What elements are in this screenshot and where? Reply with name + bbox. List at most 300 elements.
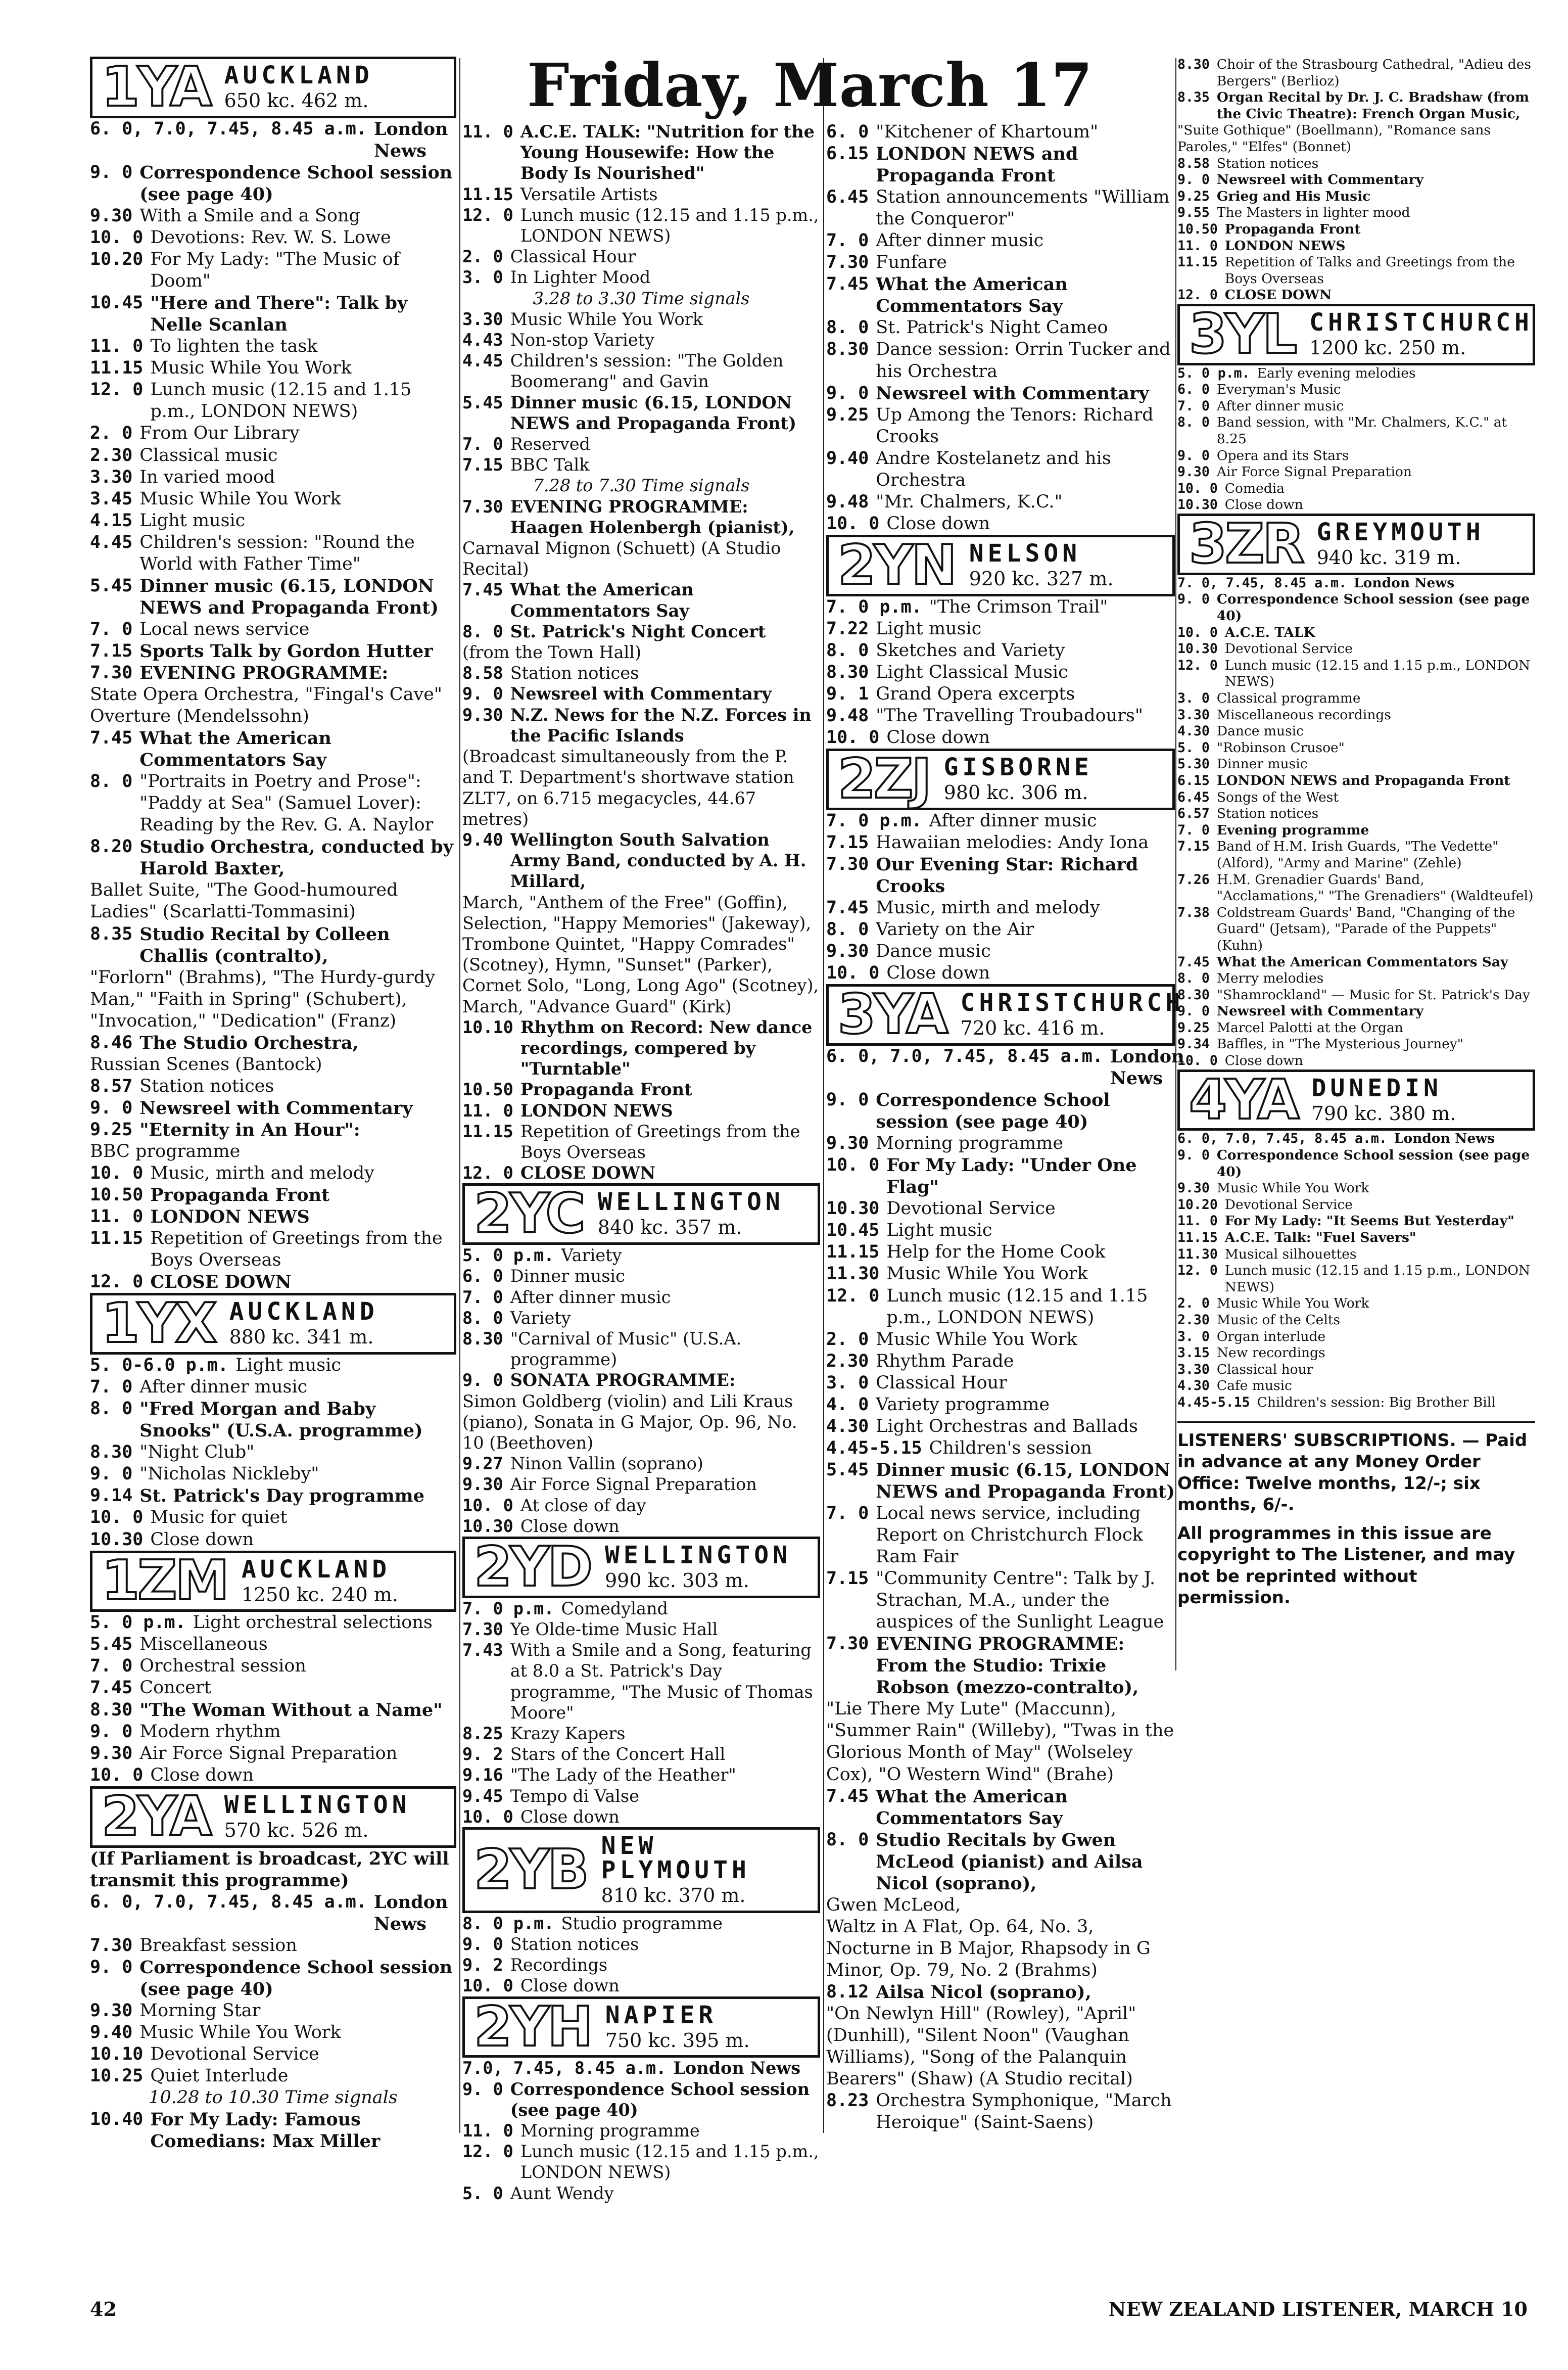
programme-time: 9.30 <box>90 205 133 226</box>
programme-title: St. Patrick's Night Cameo <box>876 317 1108 338</box>
programme-title: Band session, with "Mr. Chalmers, K.C." at 8.25 <box>1216 414 1507 447</box>
programme-time: 8. 0 <box>90 1399 133 1419</box>
programme-entry <box>1177 970 1535 987</box>
station-city: DUNEDIN <box>1311 1074 1442 1102</box>
programme-entry <box>826 810 1175 832</box>
listings-column-3 <box>826 121 1184 2239</box>
programme-time: 9.30 <box>90 1743 133 1763</box>
programme-entry <box>1177 625 1535 641</box>
programme-title: In Lighter Mood <box>510 267 651 288</box>
programme-time: 8. 0 <box>462 1308 503 1328</box>
programme-entry <box>826 1416 1175 1437</box>
programme-entry <box>90 1721 456 1743</box>
programme-title: Comedia <box>1224 480 1285 496</box>
programme-title: Lunch music (12.15 and 1.15 p.m., LONDON NEWS) <box>520 205 819 246</box>
programme-time: 9.25 <box>1177 1019 1210 1036</box>
station-logo: 3YL <box>1189 302 1296 366</box>
programme-entry <box>1177 1036 1535 1053</box>
programme-time: 8.30 <box>826 662 869 682</box>
programme-time: 10. 0 <box>90 1764 144 1785</box>
programme-entry <box>90 1677 456 1699</box>
programme-entry <box>1177 756 1535 773</box>
programme-entry <box>1177 1246 1535 1263</box>
programme-time: 6. 0, 7.0, 7.45, 8.45 a.m. <box>826 1046 1103 1066</box>
station-header <box>90 1786 456 1848</box>
programme-time: 9. 0 <box>90 1957 133 1977</box>
programme-time: 11.15 <box>1177 1230 1218 1246</box>
programme-title: "The Woman Without a Name" <box>139 1699 443 1721</box>
programme-title: Morning programme <box>520 2121 700 2141</box>
column-rule <box>459 58 460 2133</box>
programme-time: 9. 0 <box>1177 1003 1210 1019</box>
programme-title: London News <box>373 1891 448 1934</box>
programme-time: 9. 2 <box>462 1744 503 1764</box>
programme-entry <box>462 1975 820 1996</box>
copyright-text: All programmes in this issue are copyright to The Listener, and may not be reprinted without permission. <box>1177 1523 1515 1608</box>
time-signals-note: 3.28 to 3.30 Time signals <box>533 288 750 308</box>
programme-time: 7. 0 <box>90 1377 133 1398</box>
column-rule <box>823 58 824 2133</box>
programme-entry <box>826 252 1175 273</box>
station-city: NELSON <box>969 539 1081 568</box>
programme-time: 9.16 <box>462 1765 503 1785</box>
programme-time: 5. 0 p.m. <box>90 1612 186 1633</box>
programme-time: 10.50 <box>1177 221 1218 237</box>
programme-entry <box>462 829 820 892</box>
programme-entry <box>1177 575 1535 592</box>
programme-entry <box>826 1154 1175 1198</box>
programme-title: "Carnival of Music" (U.S.A. programme) <box>510 1328 742 1370</box>
programme-entry <box>826 1633 1175 1698</box>
programme-entry <box>462 1287 820 1308</box>
programme-title: LONDON NEWS <box>1224 238 1346 254</box>
programme-time: 9.40 <box>462 829 503 850</box>
programme-time: 11. 0 <box>462 2121 513 2141</box>
programme-entry <box>1177 987 1535 1004</box>
programme-time: 6. 0 <box>826 122 869 142</box>
programme-time: 9. 0 <box>1177 447 1210 463</box>
programme-time: 9. 0 <box>826 1090 869 1110</box>
programme-entry <box>462 1806 820 1827</box>
station-city: WELLINGTON <box>224 1790 411 1819</box>
station-city: AUCKLAND <box>229 1297 378 1326</box>
programme-time: 11.15 <box>462 184 513 204</box>
programme-time: 10.25 <box>90 2065 144 2086</box>
programme-time: 7. 0 p.m. <box>826 596 922 617</box>
programme-entry <box>1177 365 1535 382</box>
programme-time: 8. 0 <box>826 640 869 661</box>
programme-entry <box>90 1507 456 1528</box>
programme-entry <box>462 1598 820 1619</box>
programme-time: 9.30 <box>1177 464 1210 480</box>
station-city: WELLINGTON <box>597 1188 784 1217</box>
programme-time: 5.45 <box>826 1459 869 1480</box>
programme-entry <box>90 1634 456 1655</box>
programme-title: Studio programme <box>561 1913 723 1933</box>
programme-title: Opera and its Stars <box>1216 447 1349 463</box>
programme-time: 11.30 <box>1177 1246 1218 1262</box>
programme-entry <box>1177 398 1535 415</box>
programme-time: 2.30 <box>1177 1312 1210 1328</box>
programme-time: 7.45 <box>1177 954 1210 970</box>
programme-entry <box>1177 221 1535 238</box>
programme-title: Ye Olde-time Music Hall <box>510 1619 718 1639</box>
station-header <box>1177 1070 1535 1131</box>
programme-time: 9. 0 <box>90 1097 133 1118</box>
programme-entry <box>826 1241 1175 1263</box>
station-logo: 1YX <box>102 1292 215 1356</box>
programme-time: 7. 0 <box>462 434 503 454</box>
programme-title: For My Lady: "The Music of Doom" <box>150 249 400 292</box>
station-logo: 2YB <box>474 1838 587 1901</box>
programme-title: Children's session: "The Golden Boomerang" and Gavin <box>510 351 784 392</box>
programme-title: Classical music <box>139 445 278 466</box>
programme-entry <box>1177 806 1535 822</box>
programme-entry <box>826 2090 1175 2133</box>
programme-detail: "Forlorn" (Brahms), "The Hurdy-gurdy Man," "Faith in Spring" (Schubert), "Invocation," "Dedication" (Franz) <box>90 967 436 1031</box>
programme-title: Devotional Service <box>1224 1196 1353 1213</box>
programme-entry <box>462 267 820 288</box>
programme-title: For My Lady: Famous Comedians: Max Miller <box>150 2109 381 2152</box>
programme-entry <box>1177 481 1535 497</box>
programme-time: 10. 0 <box>1177 1053 1218 1069</box>
programme-time: 6. 0, 7.0, 7.45, 8.45 a.m. <box>1177 1131 1387 1147</box>
programme-entry <box>462 1619 820 1640</box>
programme-title: For My Lady: "Under One Flag" <box>886 1155 1137 1198</box>
programme-entry <box>1177 1395 1535 1411</box>
programme-title: Correspondence School session (see page 40) <box>1216 591 1530 624</box>
programme-entry <box>462 1955 820 1975</box>
programme-title: Correspondence School session (see page 40) <box>139 162 453 205</box>
programme-detail: "On Newlyn Hill" (Rowley), "April" (Dunhill), "Silent Noon" (Vaughan Williams), "Song of the Palanquin Bearers" (Shaw) (A Studio recital) <box>826 2004 1136 2089</box>
programme-entry <box>1177 1003 1535 1020</box>
programme-title: London News <box>373 118 448 161</box>
station-header <box>462 1996 820 2058</box>
programme-time: 8.30 <box>90 1699 133 1720</box>
programme-title: Morning Star <box>139 2000 261 2021</box>
programme-time: 12. 0 <box>1177 287 1218 303</box>
programme-time: 9.45 <box>462 1786 503 1806</box>
programme-entry <box>90 1442 456 1463</box>
programme-title: Variety <box>561 1245 622 1266</box>
programme-title: Dinner music (6.15, LONDON NEWS and Propaganda Front) <box>876 1459 1175 1502</box>
programme-title: What the American Commentators Say <box>1216 954 1508 970</box>
programme-time: 7.15 <box>826 832 869 853</box>
programme-title: Dinner music <box>510 1266 625 1286</box>
programme-entry <box>462 2079 820 2120</box>
programme-entry <box>1177 1197 1535 1214</box>
programme-time: 8. 0 <box>826 317 869 338</box>
programme-title: Rhythm on Record: New dance recordings, compered by "Turntable" <box>520 1017 813 1079</box>
programme-entry <box>826 1329 1175 1351</box>
programme-time: 10. 0 <box>826 1155 880 1176</box>
station-logo: 1ZM <box>102 1549 227 1613</box>
programme-title: LONDON NEWS and Propaganda Front <box>1216 772 1510 788</box>
programme-title: "Night Club" <box>139 1442 255 1463</box>
programme-entry <box>1177 382 1535 398</box>
programme-entry <box>462 1934 820 1955</box>
programme-time: 9. 0 <box>826 383 869 403</box>
programme-entry <box>90 227 456 249</box>
programme-title: Devotions: Rev. W. S. Lowe <box>150 227 391 248</box>
programme-entry <box>462 1017 820 1080</box>
time-signals-note: 10.28 to 10.30 Time signals <box>149 2087 398 2108</box>
programme-time: 7.15 <box>1177 839 1210 855</box>
programme-time: 10. 0 <box>90 1163 144 1184</box>
programme-entry <box>826 1981 1175 2003</box>
programme-title: Cafe music <box>1216 1378 1292 1394</box>
programme-entry <box>1177 839 1535 871</box>
programme-time: 4. 0 <box>826 1394 869 1415</box>
programme-title: Krazy Kapers <box>510 1724 626 1744</box>
programme-title: Correspondence School session (see page 40) <box>510 2079 810 2120</box>
programme-title: Propaganda Front <box>1224 221 1361 237</box>
programme-entry <box>90 1097 456 1119</box>
programme-time: 8.23 <box>826 2090 869 2111</box>
programme-entry <box>1177 189 1535 205</box>
programme-entry <box>90 575 456 619</box>
programme-time: 11.15 <box>90 358 144 379</box>
station-header <box>1177 304 1535 365</box>
programme-time: 10.30 <box>1177 641 1218 657</box>
programme-entry <box>462 1121 820 1163</box>
programme-title: Close down <box>886 513 990 534</box>
programme-time: 10. 0 <box>1177 624 1218 640</box>
programme-title: "Nicholas Nickleby" <box>139 1464 319 1484</box>
programme-title: Ninon Vallin (soprano) <box>510 1454 703 1474</box>
programme-entry <box>90 1529 456 1551</box>
programme-time: 5. 0 p.m. <box>1177 365 1250 381</box>
programme-time: 7.22 <box>826 618 869 639</box>
programme-time: 6. 0, 7.0, 7.45, 8.45 a.m. <box>90 118 367 139</box>
programme-time: 7.15 <box>90 640 133 661</box>
programme-time: 4.43 <box>462 330 503 350</box>
programme-time: 6.45 <box>1177 789 1210 805</box>
station-logo: 2YA <box>102 1785 210 1848</box>
programme-time: 9. 1 <box>826 683 869 704</box>
programme-entry <box>826 705 1175 727</box>
programme-title: BBC Talk <box>510 455 590 475</box>
programme-title: Close down <box>886 727 990 748</box>
programme-title: Baffles, in "The Mysterious Journey" <box>1216 1036 1463 1052</box>
programme-title: Aunt Wendy <box>510 2183 614 2203</box>
programme-title: CLOSE DOWN <box>150 1272 292 1293</box>
programme-time: 8.58 <box>462 663 503 683</box>
programme-title: "Eternity in An Hour": <box>139 1119 360 1140</box>
programme-entry <box>1177 464 1535 481</box>
station-header <box>462 1183 820 1245</box>
programme-entry <box>1177 172 1535 189</box>
programme-time: 7.30 <box>462 496 503 517</box>
programme-title: Dance music <box>876 941 991 962</box>
station-frequency: 880 kc. 341 m. <box>229 1326 374 1349</box>
programme-title: Propaganda Front <box>520 1080 692 1100</box>
programme-entry <box>90 2022 456 2043</box>
programme-title: Miscellaneous recordings <box>1216 707 1391 723</box>
programme-title: Music for quiet <box>150 1507 288 1528</box>
programme-entry <box>462 350 820 392</box>
station-city: GREYMOUTH <box>1316 518 1485 547</box>
programme-entry <box>462 1370 820 1390</box>
station-header <box>1177 514 1535 575</box>
programme-title: "Community Centre": Talk by J. Strachan, M.A., under the auspices of the Sunlight League <box>876 1568 1164 1633</box>
programme-time: 3. 0 <box>826 1372 869 1393</box>
programme-title: "Portraits in Poetry and Prose": "Paddy at Sea" (Samuel Lover): Reading by the Rev. G. A. Naylor <box>139 771 434 835</box>
programme-entry <box>1177 448 1535 464</box>
programme-entry <box>1177 1312 1535 1329</box>
programme-time: 10. 0 <box>462 1806 513 1827</box>
programme-title: Sports Talk by Gordon Hutter <box>139 640 433 662</box>
programme-entry <box>90 1206 456 1228</box>
programme-title: "The Lady of the Heather" <box>510 1765 736 1785</box>
programme-title: Close down <box>1224 1053 1303 1069</box>
programme-title: Grieg and His Music <box>1216 188 1371 204</box>
programme-title: To lighten the task <box>150 336 318 357</box>
programme-entry <box>1177 1230 1535 1246</box>
column-rule <box>1175 58 1176 1670</box>
programme-entry <box>462 184 820 205</box>
programme-time: 6.15 <box>826 144 869 164</box>
programme-time: 3. 0 <box>462 267 503 288</box>
programme-title: Music While You Work <box>1216 1180 1369 1196</box>
programme-title: SONATA PROGRAMME: <box>510 1370 736 1390</box>
programme-title: London News <box>673 2058 801 2078</box>
programme-entry <box>826 596 1175 618</box>
programme-title: London News <box>1354 575 1455 591</box>
programme-title: Repetition of Talks and Greetings from the Boys Overseas <box>1224 254 1515 287</box>
programme-entry <box>826 1829 1175 1894</box>
programme-time: 7. 0 <box>826 230 869 251</box>
programme-entry <box>462 434 820 454</box>
programme-time: 10.30 <box>1177 497 1218 513</box>
programme-detail: March, "Anthem of the Free" (Goffin), Selection, "Happy Memories" (Jakeway), Trombone Quintet, "Happy Comrades" (Scotney), Hymn, "Sunset" (Parker), Cornet Solo, "Long, Long Ago" (Scotney), March, "Advance Guard" (Kirk) <box>462 892 819 1016</box>
programme-title: Close down <box>150 1529 254 1550</box>
programme-time: 2. 0 <box>90 423 133 444</box>
programme-title: Light Orchestras and Ballads <box>876 1416 1138 1436</box>
programme-entry <box>462 2141 820 2182</box>
programme-entry <box>462 2120 820 2141</box>
programme-entry <box>90 423 456 444</box>
programme-title: Music While You Work <box>886 1264 1088 1284</box>
programme-title: Devotional Service <box>1224 641 1353 657</box>
programme-time: 11.15 <box>462 1121 513 1141</box>
programme-detail: Carnaval Mignon (Schuett) (A Studio Recital) <box>462 538 781 579</box>
programme-entry <box>1177 1345 1535 1362</box>
programme-time: 7.38 <box>1177 904 1210 920</box>
programme-time: 7. 0 <box>90 619 133 639</box>
programme-time: 8. 0 <box>826 919 869 940</box>
programme-entry <box>462 1786 820 1806</box>
programme-title: Dinner music (6.15, LONDON NEWS and Propaganda Front) <box>139 575 439 618</box>
programme-time: 12. 0 <box>1177 1263 1218 1279</box>
programme-title: Close down <box>520 1806 620 1827</box>
programme-title: At close of day <box>520 1495 646 1515</box>
programme-time: 9.30 <box>826 941 869 962</box>
programme-time: 10.50 <box>462 1080 513 1100</box>
subscription-notice <box>1177 1421 1535 1609</box>
programme-entry <box>826 1285 1175 1329</box>
programme-time: 4.45-5.15 <box>826 1437 922 1458</box>
programme-entry <box>90 640 456 662</box>
programme-entry <box>1177 954 1535 971</box>
programme-title: Children's session: Big Brother Bill <box>1257 1394 1496 1410</box>
programme-title: A.C.E. Talk: "Fuel Savers" <box>1224 1230 1416 1246</box>
programme-time: 12. 0 <box>462 2142 513 2162</box>
programme-time: 10. 0 <box>462 1495 513 1515</box>
programme-entry <box>90 292 456 336</box>
programme-time: 4.30 <box>1177 723 1210 739</box>
programme-time: 7. 0, 7.45, 8.45 a.m. <box>1177 575 1347 591</box>
programme-entry <box>462 330 820 350</box>
programme-entry <box>826 187 1175 230</box>
station-frequency: 920 kc. 327 m. <box>969 567 1114 590</box>
programme-time: 9. 0 <box>1177 591 1210 608</box>
programme-entry <box>1177 1295 1535 1312</box>
programme-entry <box>826 339 1175 382</box>
programme-time: 3.15 <box>1177 1345 1210 1361</box>
programme-title: Rhythm Parade <box>876 1351 1014 1371</box>
programme-entry <box>462 1453 820 1474</box>
programme-title: "Fred Morgan and Baby Snooks" (U.S.A. programme) <box>139 1399 423 1442</box>
programme-entry <box>1177 1263 1535 1295</box>
programme-entry <box>1177 1147 1535 1180</box>
programme-time: 8. 0 p.m. <box>462 1913 554 1933</box>
programme-entry <box>826 1459 1175 1503</box>
programme-title: Classical Hour <box>510 247 636 267</box>
station-logo: 3ZR <box>1189 512 1303 576</box>
programme-title: EVENING PROGRAMME: <box>139 662 389 683</box>
programme-entry <box>1177 1020 1535 1037</box>
programme-title: Quiet Interlude <box>150 2065 289 2086</box>
programme-entry <box>90 1655 456 1677</box>
programme-time: 8.58 <box>1177 155 1210 171</box>
station-frequency: 840 kc. 357 m. <box>597 1216 742 1239</box>
programme-time: 9.30 <box>826 1133 869 1154</box>
programme-entry <box>90 118 456 162</box>
programme-time: 7.45 <box>826 274 869 295</box>
programme-time: 4.15 <box>90 510 133 531</box>
programme-title: St. Patrick's Night Concert <box>510 621 766 641</box>
programme-entry <box>90 1743 456 1764</box>
programme-entry <box>1177 1131 1535 1147</box>
programme-entry <box>90 1699 456 1721</box>
programme-time: 7.30 <box>826 252 869 273</box>
programme-entry <box>462 454 820 475</box>
programme-title: LONDON NEWS and Propaganda Front <box>876 144 1078 187</box>
programme-entry <box>462 246 820 267</box>
programme-title: After dinner music <box>929 810 1097 831</box>
programme-entry <box>90 1935 456 1957</box>
programme-title: Music While You Work <box>510 309 703 329</box>
programme-entry <box>826 832 1175 854</box>
programme-title: Music While You Work <box>139 488 341 509</box>
station-frequency: 1250 kc. 240 m. <box>241 1583 398 1606</box>
programme-time: 9.30 <box>90 2000 133 2021</box>
programme-title: Light music <box>886 1220 992 1241</box>
programme-time: 8. 0 <box>826 1829 869 1850</box>
programme-entry <box>90 1119 456 1141</box>
programme-title: Coldstream Guards' Band, "Changing of the Guard" (Jetsam), "Parade of the Puppets" (Kuhn) <box>1216 904 1515 953</box>
programme-time: 11.15 <box>826 1242 880 1263</box>
programme-entry <box>826 941 1175 962</box>
programme-time: 9.40 <box>90 2022 133 2042</box>
programme-time: 10.50 <box>90 1185 144 1205</box>
programme-time: 7.45 <box>90 728 133 749</box>
programme-time: 8.35 <box>1177 89 1210 106</box>
programme-entry <box>462 1266 820 1286</box>
page-title: Friday, March 17 <box>527 50 1093 120</box>
programme-title: Variety on the Air <box>876 919 1034 940</box>
